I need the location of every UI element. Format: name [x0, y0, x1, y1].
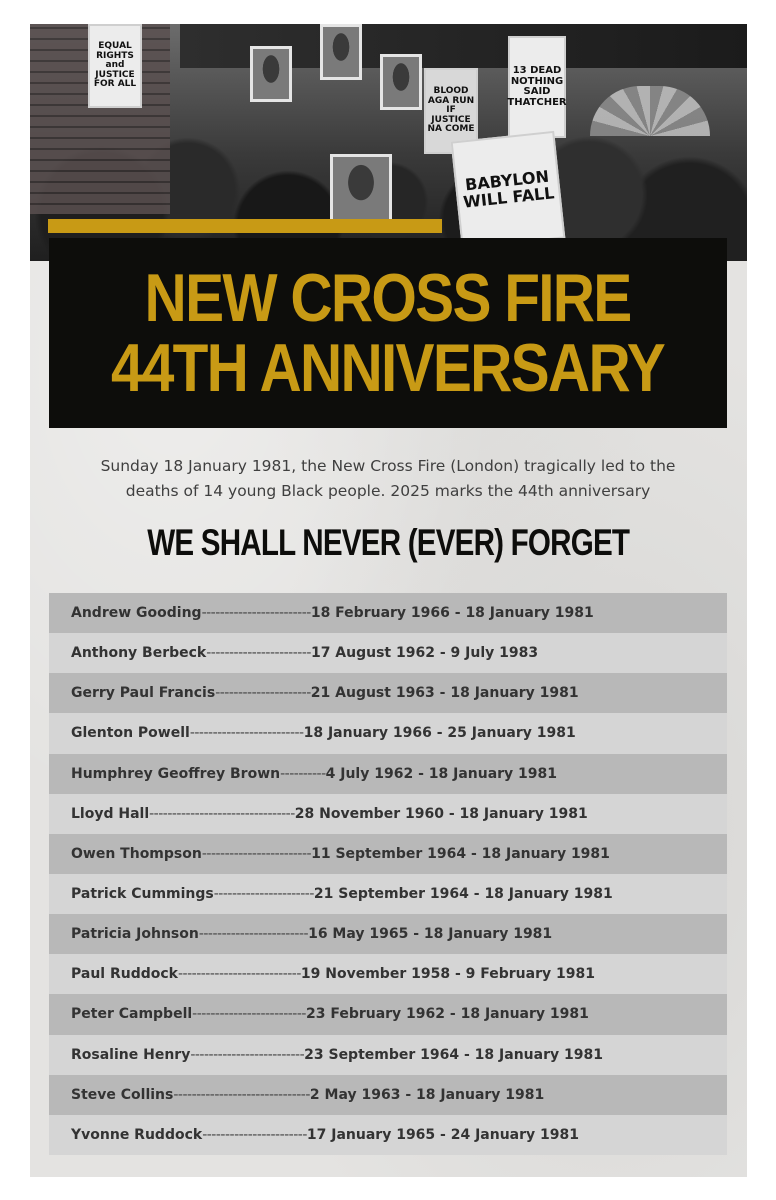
list-item — [49, 754, 727, 794]
victim-dashes: ------------------------- — [192, 1006, 306, 1023]
victim-name: Gerry Paul Francis — [71, 685, 216, 702]
victim-dashes: ---------- — [280, 765, 326, 782]
victim-dashes: ------------------------------ — [173, 1086, 310, 1103]
list-item — [49, 994, 727, 1034]
victim-portrait — [320, 24, 362, 80]
victim-dates: 21 September 1964 - 18 January 1981 — [313, 886, 613, 903]
list-item — [49, 874, 727, 914]
victim-name: Patricia Johnson — [71, 926, 199, 943]
list-item — [49, 713, 727, 753]
list-item — [49, 914, 727, 954]
victim-dates: 16 May 1965 - 18 January 1981 — [308, 926, 553, 943]
victim-dates: 28 November 1960 - 18 January 1981 — [294, 805, 588, 822]
victim-name: Humphrey Geoffrey Brown — [71, 765, 281, 782]
victim-name: Yvonne Ruddock — [71, 1126, 203, 1143]
list-item — [49, 1035, 727, 1075]
intro-text — [48, 454, 728, 504]
page-title-line-1: NEW CROSS FIRE — [144, 260, 632, 336]
victim-dashes: --------------------- — [215, 685, 311, 702]
intro-line-2: deaths of 14 young Black people. 2025 marks the 44th anniversary — [125, 482, 651, 500]
list-item — [49, 673, 727, 713]
victim-dashes: ------------------------ — [201, 605, 311, 622]
victim-dates: 19 November 1958 - 9 February 1981 — [300, 966, 595, 983]
title-block — [49, 238, 727, 428]
placard-equal-rights: EQUAL RIGHTS and JUSTICE FOR ALL — [88, 24, 142, 108]
victim-dashes: ------------------------- — [190, 1046, 305, 1063]
victim-dates: 18 January 1966 - 25 January 1981 — [303, 725, 576, 742]
victim-name: Paul Ruddock — [71, 966, 178, 983]
memorial-list — [49, 593, 727, 1155]
victim-name: Rosaline Henry — [71, 1046, 191, 1063]
victim-name: Anthony Berbeck — [71, 645, 207, 662]
victim-dates: 18 February 1966 - 18 January 1981 — [310, 605, 594, 622]
victim-portrait — [380, 54, 422, 110]
victim-dashes: ------------------------ — [201, 845, 312, 862]
victim-dashes: ---------------------- — [213, 886, 314, 903]
poster — [30, 24, 747, 1177]
victim-dashes: -------------------------------- — [149, 805, 295, 822]
list-item — [49, 834, 727, 874]
placard-babylon-will-fall: BABYLON WILL FALL — [451, 131, 566, 249]
victim-name: Glenton Powell — [71, 725, 190, 742]
victim-dashes: --------------------------- — [178, 966, 301, 983]
placard-13-dead: 13 DEAD NOTHING SAID THATCHER — [508, 36, 566, 138]
victim-dates: 2 May 1963 - 18 January 1981 — [309, 1086, 545, 1103]
victim-dates: 4 July 1962 - 18 January 1981 — [325, 765, 558, 782]
victim-portrait — [330, 154, 392, 224]
victim-name: Peter Campbell — [71, 1006, 193, 1023]
list-item — [49, 633, 727, 673]
victim-name: Andrew Gooding — [71, 605, 202, 622]
victim-name: Lloyd Hall — [71, 805, 150, 822]
victim-dashes: ----------------------- — [206, 645, 311, 662]
page-title-line-2: 44TH ANNIVERSARY — [111, 330, 665, 406]
list-item — [49, 954, 727, 994]
list-item — [49, 1075, 727, 1115]
victim-dashes: ------------------------- — [189, 725, 304, 742]
list-item — [49, 794, 727, 834]
placard-blood-aga-run: BLOOD AGA RUN IF JUSTICE NA COME — [424, 68, 478, 154]
victim-dates: 17 August 1962 - 9 July 1983 — [310, 645, 539, 662]
victim-name: Patrick Cummings — [71, 886, 214, 903]
victim-dates: 23 February 1962 - 18 January 1981 — [305, 1006, 589, 1023]
intro-line-1: Sunday 18 January 1981, the New Cross Fire (London) tragically led to the — [100, 457, 676, 475]
protest-photo — [30, 24, 747, 261]
umbrella — [590, 86, 710, 136]
victim-dates: 11 September 1964 - 18 January 1981 — [311, 845, 610, 862]
motto-heading: WE SHALL NEVER (EVER) FORGET — [147, 522, 630, 563]
victim-dashes: ------------------------ — [198, 926, 309, 943]
victim-dates: 23 September 1964 - 18 January 1981 — [304, 1046, 603, 1063]
victim-name: Owen Thompson — [71, 845, 202, 862]
victim-name: Steve Collins — [71, 1086, 174, 1103]
victim-dashes: ----------------------- — [202, 1126, 307, 1143]
victim-portrait — [250, 46, 292, 102]
victim-dates: 17 January 1965 - 24 January 1981 — [306, 1126, 579, 1143]
list-item — [49, 1115, 727, 1155]
list-item — [49, 593, 727, 633]
gold-accent-bar — [48, 219, 442, 233]
victim-dates: 21 August 1963 - 18 January 1981 — [310, 685, 579, 702]
